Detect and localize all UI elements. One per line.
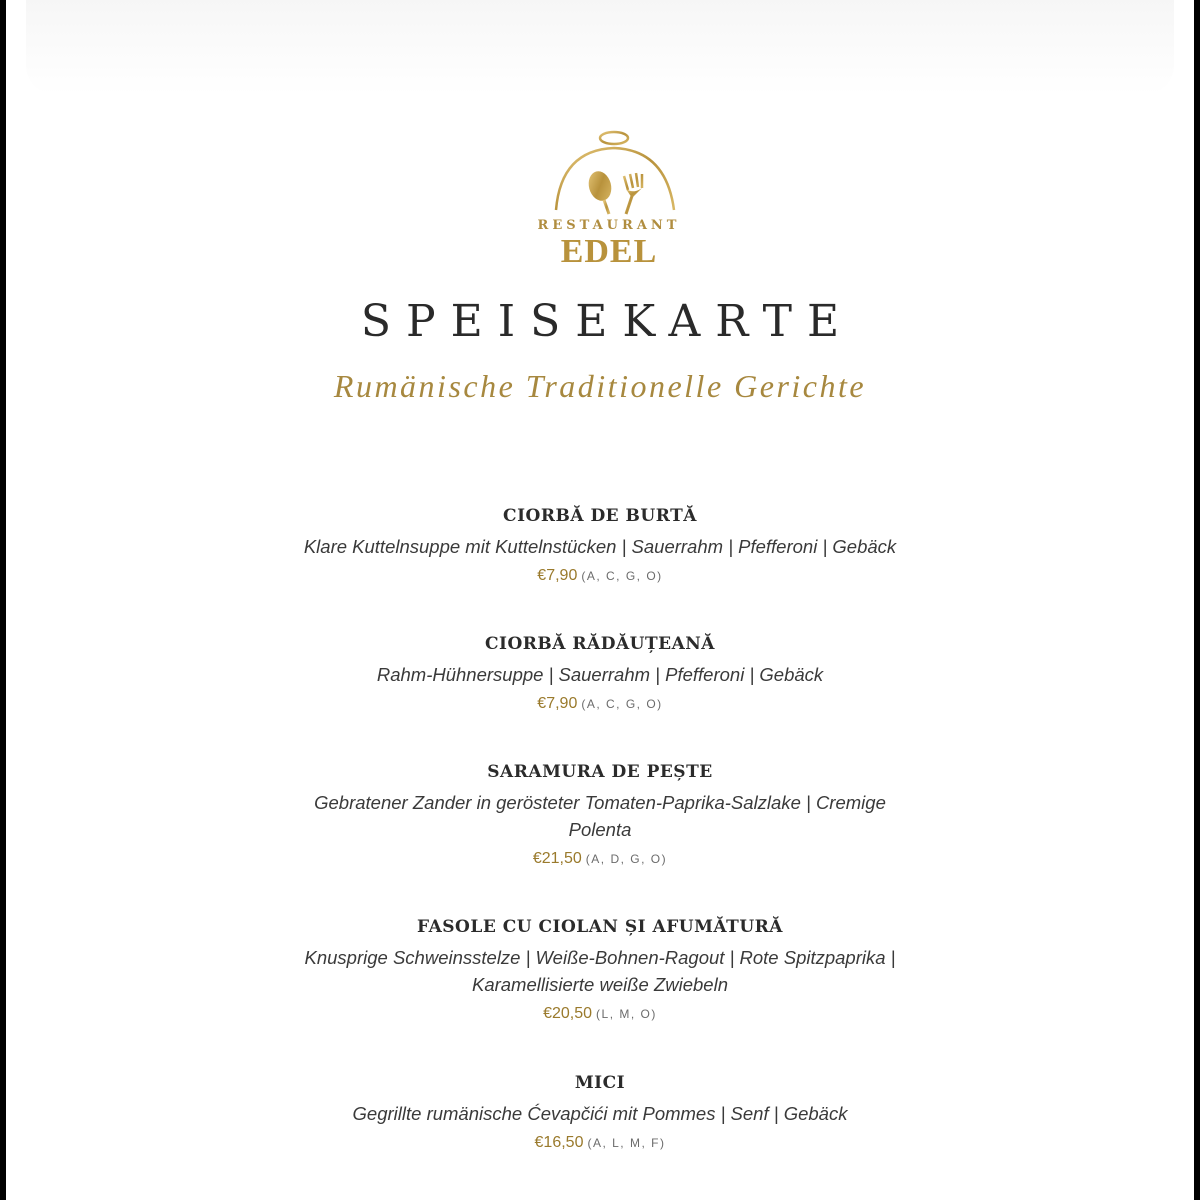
- dish-name: CIORBĂ RĂDĂUȚEANĂ: [485, 634, 715, 654]
- dish-name: MICI: [574, 1073, 626, 1093]
- dish-allergens: (A, D, G, O): [585, 852, 668, 866]
- top-shade: [26, 0, 1174, 95]
- menu-page: [6, 0, 1194, 1200]
- restaurant-logo: [516, 128, 702, 278]
- menu-item: [6, 503, 1194, 588]
- dish-description: Gebratener Zander in gerösteter Tomaten-Paprika-Salzlake | Cremige Polenta: [314, 792, 886, 840]
- dish-name: FASOLE CU CIOLAN ȘI AFUMĂTURĂ: [417, 917, 783, 937]
- menu-item: [6, 631, 1194, 716]
- dish-allergens: (A, C, G, O): [581, 697, 663, 711]
- dish-price: €16,50: [534, 1134, 584, 1151]
- price-line: [6, 1131, 1194, 1155]
- dish-description: Knusprige Schweinsstelze | Weiße-Bohnen-Ragout | Rote Spitzpaprika | Karamellisierte weiße Zwiebeln: [304, 947, 896, 995]
- dish-name: SARAMURA DE PEȘTE: [487, 762, 713, 782]
- menu-item: [6, 759, 1194, 871]
- price-line: [6, 847, 1194, 871]
- cloche-spoon-fork-icon: [516, 128, 702, 228]
- dish-price: €7,90: [537, 695, 578, 712]
- dish-name: CIORBĂ DE BURTĂ: [503, 506, 697, 526]
- dish-price: €20,50: [543, 1005, 593, 1022]
- price-line: [6, 1002, 1194, 1026]
- price-line: [6, 692, 1194, 716]
- menu-item: [6, 1070, 1194, 1155]
- page-subtitle: Rumänische Traditionelle Gerichte: [333, 368, 867, 404]
- dish-description: Gegrillte rumänische Ćevapčići mit Pommes | Senf | Gebäck: [352, 1103, 848, 1124]
- logo-edel-text: EDEL: [560, 233, 658, 270]
- dish-allergens: (A, L, M, F): [587, 1136, 666, 1150]
- dish-description: Rahm-Hühnersuppe | Sauerrahm | Pfefferoni | Gebäck: [376, 664, 824, 685]
- dish-price: €7,90: [537, 567, 578, 584]
- logo-restaurant-text: RESTAURANT: [537, 218, 681, 233]
- dish-allergens: (A, C, G, O): [581, 569, 663, 583]
- menu-item: [6, 914, 1194, 1026]
- dish-allergens: (L, M, O): [596, 1007, 657, 1021]
- price-line: [6, 564, 1194, 588]
- dish-description: Klare Kuttelnsuppe mit Kuttelnstücken | Sauerrahm | Pfefferoni | Gebäck: [303, 536, 897, 557]
- dish-price: €21,50: [532, 850, 582, 867]
- page-title: SPEISEKARTE: [360, 296, 855, 347]
